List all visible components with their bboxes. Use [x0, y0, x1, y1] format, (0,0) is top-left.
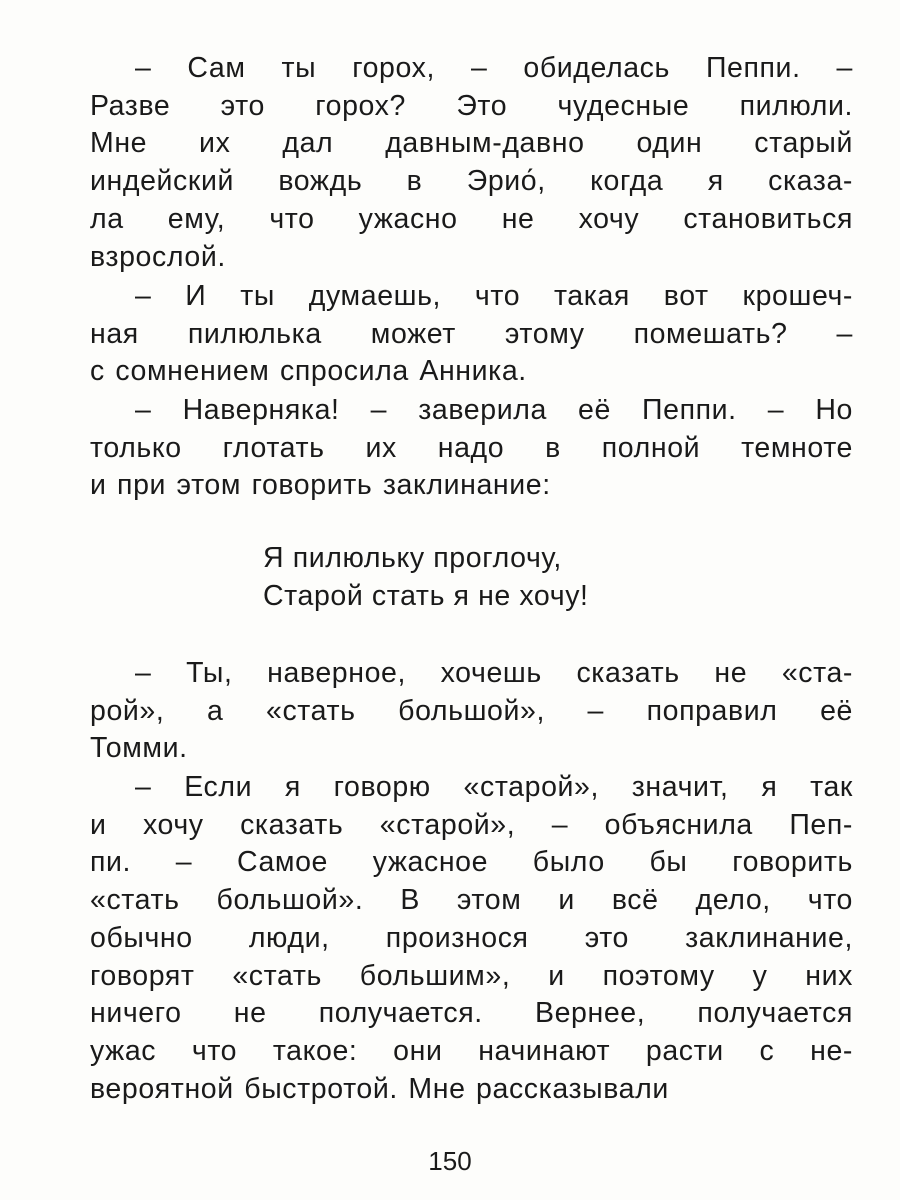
- text-line: говорят «стать большим», и поэтому у них: [90, 959, 853, 992]
- page-number: 150: [428, 1146, 472, 1176]
- text-line: и при этом говорить заклинание:: [90, 469, 551, 502]
- text-line: рой», а «стать большой», – поправил её: [90, 694, 853, 727]
- poem-line: Старой стать я не хочу!: [263, 580, 589, 612]
- text-line: только глотать их надо в полной темноте: [90, 431, 853, 464]
- text-line: ничего не получается. Вернее, получается: [90, 997, 853, 1030]
- text-line: – Сам ты горох, – обиделась Пеппи. –: [135, 52, 853, 84]
- text-line: – Наверняка! – заверила её Пеппи. – Но: [135, 394, 853, 426]
- text-line: с сомнением спросила Анника.: [90, 355, 527, 388]
- text-line: «стать большой». В этом и всё дело, что: [90, 884, 853, 917]
- text-line: ужас что такое: они начинают расти с не-: [90, 1034, 853, 1067]
- text-line: пи. – Самое ужасное было бы говорить: [90, 846, 853, 879]
- text-line: – И ты думаешь, что такая вот крошеч-: [135, 280, 853, 312]
- text-line: взрослой.: [90, 240, 226, 273]
- text-line: Томми.: [90, 732, 188, 765]
- text-line: ла ему, что ужасно не хочу становиться: [90, 202, 853, 235]
- poem-line: Я пилюльку проглочу,: [263, 542, 562, 574]
- text-line: Мне их дал давным-давно один старый: [90, 127, 853, 160]
- text-line: обычно люди, произнося это заклинание,: [90, 921, 853, 954]
- text-line: вероятной быстротой. Мне рассказывали: [90, 1072, 669, 1105]
- text-line: индейский вождь в Эрио́, когда я сказа-: [90, 165, 853, 198]
- text-line: – Если я говорю «старой», значит, я так: [135, 771, 853, 803]
- text-line: Разве это горох? Это чудесные пилюли.: [90, 89, 853, 122]
- text-line: ная пилюлька может этому помешать? –: [90, 317, 853, 350]
- poem: [263, 540, 589, 614]
- text-line: – Ты, наверное, хочешь сказать не «ста-: [135, 657, 853, 689]
- text-line: и хочу сказать «старой», – объяснила Пеп-: [90, 808, 853, 841]
